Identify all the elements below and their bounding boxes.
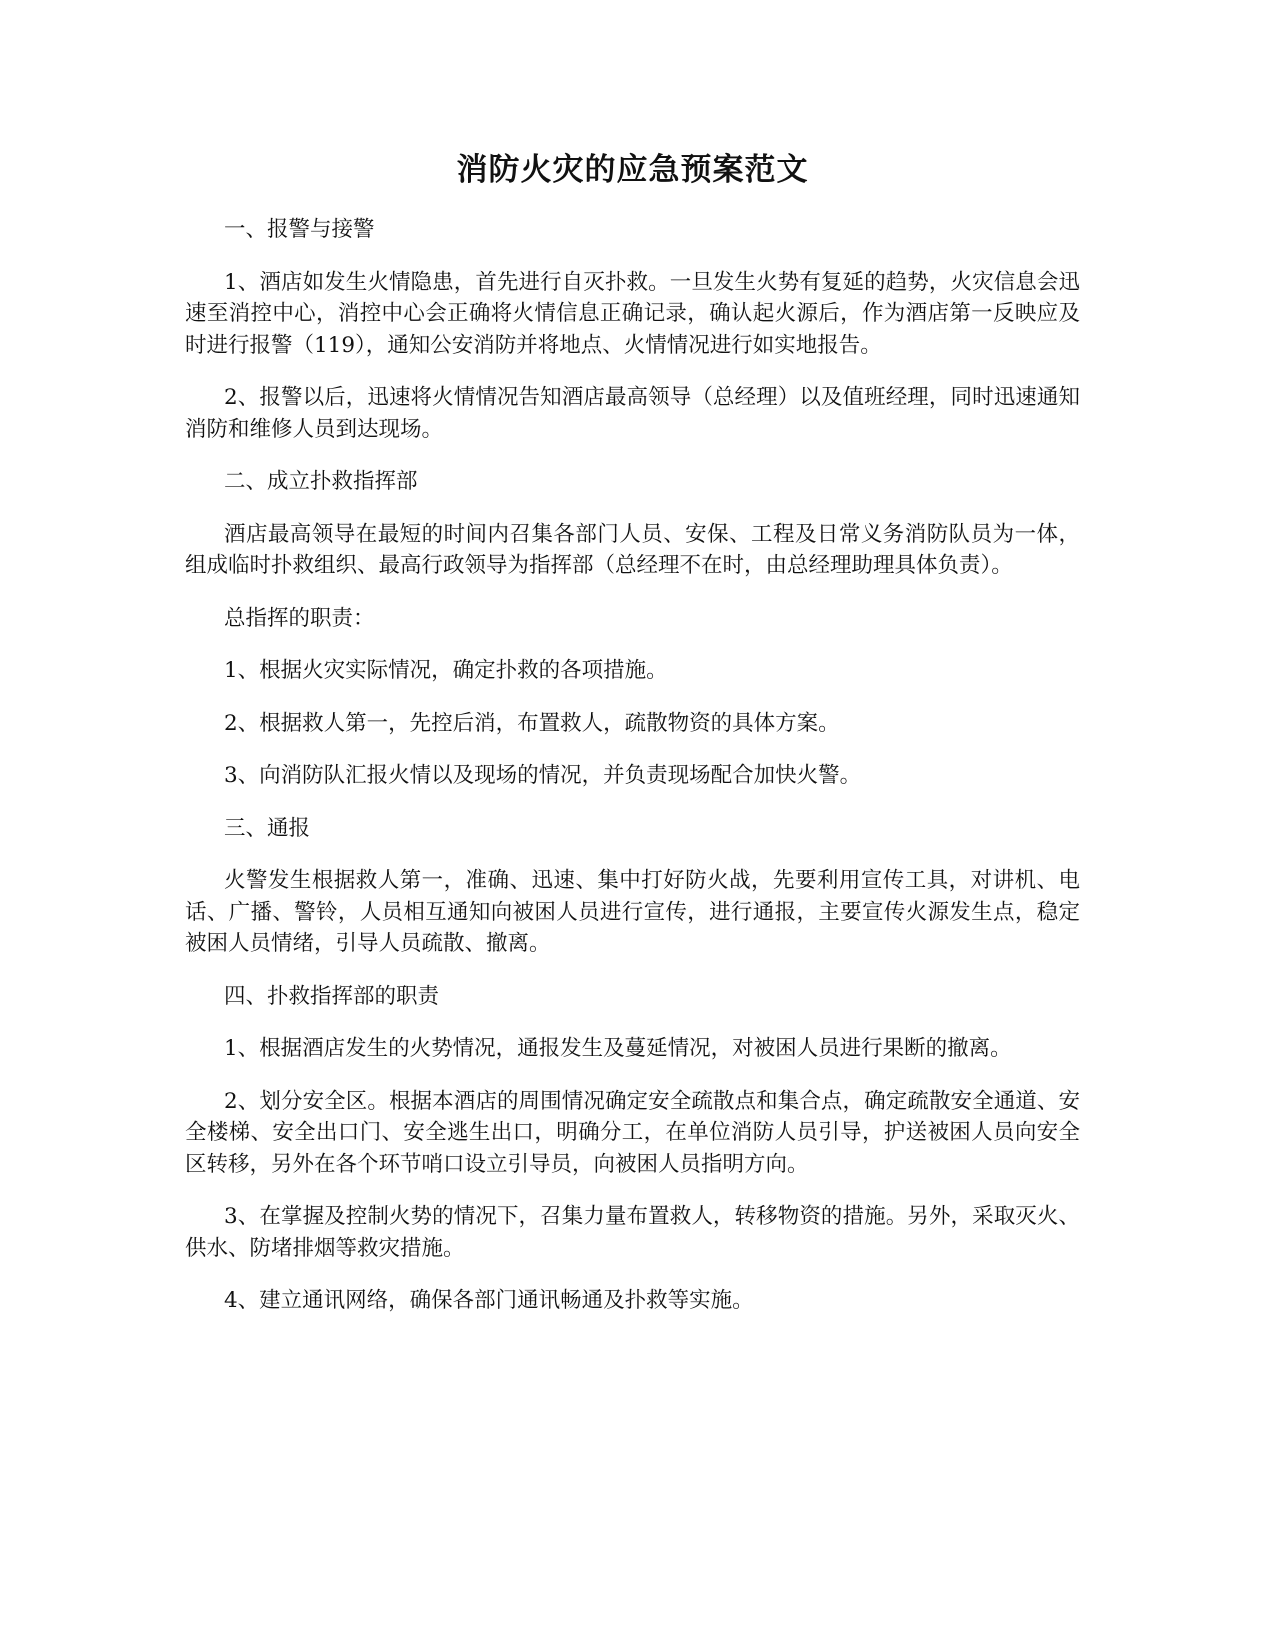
document-title: 消防火灾的应急预案范文 bbox=[456, 152, 809, 188]
paragraph-hq-item-4: 4、建立通讯网络，确保各部门通讯畅通及扑救等实施。 bbox=[224, 1288, 754, 1313]
paragraph-commander-duties-heading: 总指挥的职责： bbox=[224, 605, 375, 631]
paragraph-duty-item-2: 2、根据救人第一，先控后消，布置救人，疏散物资的具体方案。 bbox=[224, 710, 840, 736]
paragraph-hq-item-3: 3、在掌握及控制火势的情况下，召集力量布置救人，转移物资的措施。另外，采取灭火、供水、防堵排烟等救灾措施。 bbox=[185, 1204, 1080, 1261]
paragraph-alarm-item-2: 2、报警以后，迅速将火情情况告知酒店最高领导（总经理）以及值班经理，同时迅速通知消防和维修人员到达现场。 bbox=[185, 385, 1080, 442]
paragraph-hq-item-2: 2、划分安全区。根据本酒店的周围情况确定安全疏散点和集合点，确定疏散安全通道、安全楼梯、安全出口门、安全逃生出口，明确分工，在单位消防人员引导，护送被困人员向安全区转移，另外在各个环节哨口设立引导员，向被困人员指明方向。 bbox=[185, 1088, 1080, 1177]
section-heading-4: 四、扑救指挥部的职责 bbox=[224, 983, 440, 1009]
section-heading-1: 一、报警与接警 bbox=[224, 217, 375, 242]
paragraph-notification: 火警发生根据救人第一，准确、迅速、集中打好防火战，先要利用宣传工具，对讲机、电话、广播、警铃，人员相互通知向被困人员进行宣传，进行通报，主要宣传火源发生点，稳定被困人员情绪，引导人员疏散、撤离。 bbox=[185, 868, 1080, 956]
section-heading-2: 二、成立扑救指挥部 bbox=[224, 469, 418, 494]
paragraph-duty-item-1: 1、根据火灾实际情况，确定扑救的各项措施。 bbox=[224, 658, 668, 683]
paragraph-duty-item-3: 3、向消防队汇报火情以及现场的情况，并负责现场配合加快火警。 bbox=[224, 763, 862, 788]
section-heading-3: 三、通报 bbox=[224, 815, 311, 841]
paragraph-command-setup: 酒店最高领导在最短的时间内召集各部门人员、安保、工程及日常义务消防队员为一体，组成临时扑救组织、最高行政领导为指挥部（总经理不在时，由总经理助理具体负责）。 bbox=[185, 521, 1080, 578]
document-body bbox=[185, 148, 1080, 1338]
paragraph-hq-item-1: 1、根据酒店发生的火势情况，通报发生及蔓延情况，对被困人员进行果断的撤离。 bbox=[224, 1036, 1012, 1061]
paragraph-alarm-item-1: 1、酒店如发生火情隐患，首先进行自灭扑救。一旦发生火势有复延的趋势，火灾信息会迅速至消控中心，消控中心会正确将火情信息正确记录，确认起火源后，作为酒店第一反映应及时进行报警（119），通知公安消防并将地点、火情情况进行如实地报告。 bbox=[185, 269, 1080, 358]
